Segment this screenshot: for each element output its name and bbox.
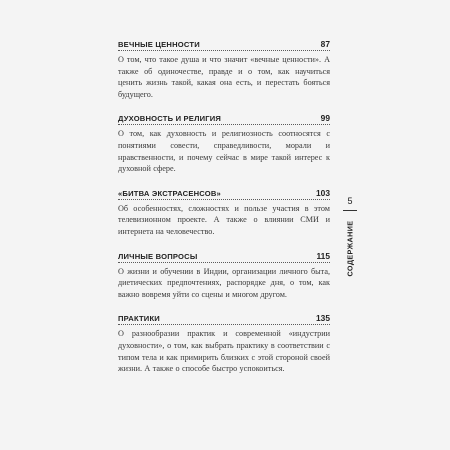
table-of-contents <box>118 38 330 387</box>
toc-entry-title: ДУХОВНОСТЬ И РЕЛИГИЯ <box>118 114 222 124</box>
toc-entry-page: 115 <box>316 250 330 261</box>
toc-entry <box>118 250 330 301</box>
toc-entry-title: ЛИЧНЫЕ ВОПРОСЫ <box>118 251 198 261</box>
toc-entry-title: ПРАКТИКИ <box>118 314 160 324</box>
toc-entry-title: ВЕЧНЫЕ ЦЕННОСТИ <box>118 40 200 49</box>
toc-entry-heading <box>118 187 330 200</box>
toc-entry-page: 103 <box>316 187 330 198</box>
section-label: СОДЕРЖАНИЕ <box>345 220 355 277</box>
toc-entry-heading <box>118 38 330 51</box>
toc-entry <box>118 112 330 174</box>
toc-entry <box>118 38 330 100</box>
toc-entry-page: 99 <box>320 113 330 124</box>
page-number-rule <box>343 210 357 211</box>
toc-entry-description: Об особенностях, сложностях и пользе участия в этом телевизионном проекте. А также о влиянии СМИ и интернета на человечество. <box>118 203 330 236</box>
toc-entry-page: 87 <box>320 39 330 49</box>
toc-entry-title: «БИТВА ЭКСТРАСЕНСОВ» <box>118 188 221 198</box>
toc-entry-description: О жизни и обучении в Индии, организации личного быта, диетических предпочтениях, распорядке дня, о том, как важно вовремя уйти со сцены и многом другом. <box>118 266 330 299</box>
toc-entry-description: О том, что такое душа и что значит «вечные ценности». А также об одиночестве, правде и о том, как научиться ценить жизнь такой, какая она есть, и перестать бояться будущего. <box>118 55 330 99</box>
toc-entry <box>118 187 330 238</box>
toc-entry-description: О том, как духовность и религиозность соотносятся с понятиями совести, справедливости, морали и нравственности, и почему сейчас в мире такой интерес к духовной сфере. <box>118 129 330 174</box>
toc-entry <box>118 312 330 374</box>
toc-entry-heading <box>118 250 330 263</box>
page-number: 5 <box>347 196 353 206</box>
toc-entry-heading <box>118 312 330 325</box>
toc-entry-heading <box>118 112 330 125</box>
toc-entry-description: О разнообразии практик и современной «индустрии духовности», о том, как выбрать практику в соответствии с типом тела и как примирить близких с этой стороной своей жизни. А также о способе быстро успокоиться. <box>118 329 330 374</box>
page-side-marker <box>340 196 362 296</box>
toc-entry-page: 135 <box>316 313 330 324</box>
